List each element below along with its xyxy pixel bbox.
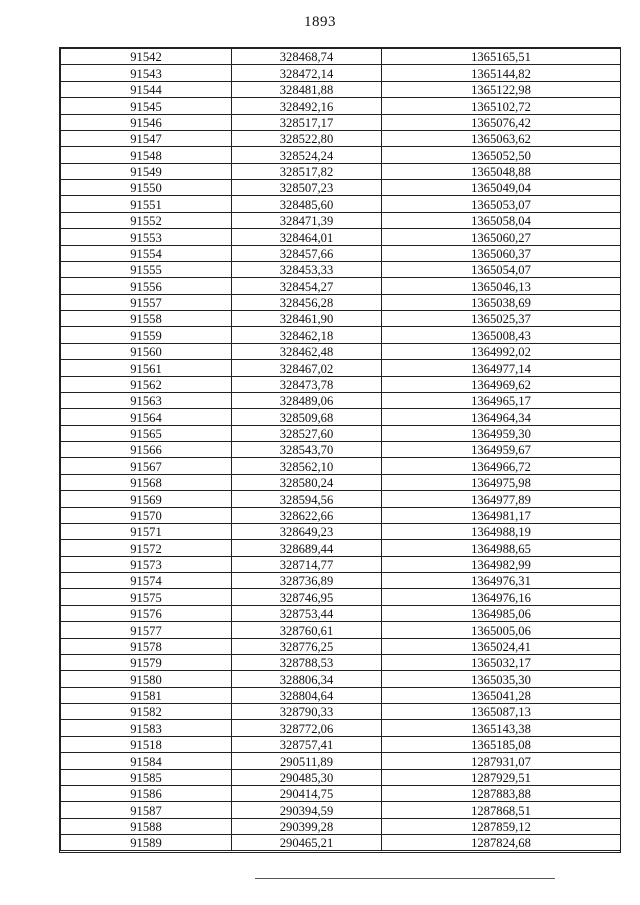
- table-row: [61, 65, 621, 81]
- table-row: [61, 278, 621, 294]
- y-coordinate-cell: 1364977,89: [382, 491, 621, 507]
- y-coordinate-cell: 1365058,04: [382, 212, 621, 228]
- table-row: [61, 458, 621, 474]
- y-coordinate-cell: 1365063,62: [382, 130, 621, 146]
- point-number-cell: 91585: [61, 769, 232, 785]
- table-row: [61, 343, 621, 359]
- table-row: [61, 212, 621, 228]
- y-coordinate-cell: 1365122,98: [382, 81, 621, 97]
- table-row: [61, 442, 621, 458]
- table-row: [61, 573, 621, 589]
- footer-rule: [255, 878, 555, 879]
- y-coordinate-cell: 1365165,51: [382, 49, 621, 65]
- table-row: [61, 720, 621, 736]
- point-number-cell: 91566: [61, 442, 232, 458]
- x-coordinate-cell: 328622,66: [232, 507, 382, 523]
- x-coordinate-cell: 328580,24: [232, 474, 382, 490]
- y-coordinate-cell: 1287931,07: [382, 753, 621, 769]
- table-row: [61, 671, 621, 687]
- table-row: [61, 589, 621, 605]
- y-coordinate-cell: 1364976,16: [382, 589, 621, 605]
- point-number-cell: 91576: [61, 605, 232, 621]
- table-row: [61, 605, 621, 621]
- x-coordinate-cell: 328492,16: [232, 98, 382, 114]
- point-number-cell: 91570: [61, 507, 232, 523]
- point-number-cell: 91577: [61, 622, 232, 638]
- y-coordinate-cell: 1365035,30: [382, 671, 621, 687]
- x-coordinate-cell: 328746,95: [232, 589, 382, 605]
- x-coordinate-cell: 328507,23: [232, 180, 382, 196]
- table-row: [61, 736, 621, 752]
- table-row: [61, 376, 621, 392]
- y-coordinate-cell: 1365053,07: [382, 196, 621, 212]
- x-coordinate-cell: 328489,06: [232, 392, 382, 408]
- x-coordinate-cell: 328689,44: [232, 540, 382, 556]
- x-coordinate-cell: 290485,30: [232, 769, 382, 785]
- y-coordinate-cell: 1364959,30: [382, 425, 621, 441]
- table-row: [61, 81, 621, 97]
- x-coordinate-cell: 328517,17: [232, 114, 382, 130]
- table-row: [61, 785, 621, 801]
- table-row: [61, 556, 621, 572]
- y-coordinate-cell: 1364969,62: [382, 376, 621, 392]
- page-number: 1893: [304, 14, 336, 30]
- y-coordinate-cell: 1365052,50: [382, 147, 621, 163]
- point-number-cell: 91546: [61, 114, 232, 130]
- table-row: [61, 753, 621, 769]
- y-coordinate-cell: 1365060,27: [382, 229, 621, 245]
- x-coordinate-cell: 328776,25: [232, 638, 382, 654]
- y-coordinate-cell: 1364981,17: [382, 507, 621, 523]
- table-row: [61, 687, 621, 703]
- table-row: [61, 180, 621, 196]
- point-number-cell: 91587: [61, 802, 232, 818]
- y-coordinate-cell: 1364976,31: [382, 573, 621, 589]
- y-coordinate-cell: 1365046,13: [382, 278, 621, 294]
- y-coordinate-cell: 1364982,99: [382, 556, 621, 572]
- x-coordinate-cell: 290465,21: [232, 835, 382, 851]
- y-coordinate-cell: 1287929,51: [382, 769, 621, 785]
- table-row: [61, 114, 621, 130]
- y-coordinate-cell: 1365048,88: [382, 163, 621, 179]
- y-coordinate-cell: 1364992,02: [382, 343, 621, 359]
- y-coordinate-cell: 1364988,19: [382, 523, 621, 539]
- table-row: [61, 704, 621, 720]
- table-row: [61, 638, 621, 654]
- x-coordinate-cell: 328464,01: [232, 229, 382, 245]
- x-coordinate-cell: 290511,89: [232, 753, 382, 769]
- y-coordinate-cell: 1365076,42: [382, 114, 621, 130]
- point-number-cell: 91518: [61, 736, 232, 752]
- table-row: [61, 130, 621, 146]
- table-row: [61, 474, 621, 490]
- table-row: [61, 802, 621, 818]
- x-coordinate-cell: 328806,34: [232, 671, 382, 687]
- point-number-cell: 91556: [61, 278, 232, 294]
- point-number-cell: 91571: [61, 523, 232, 539]
- x-coordinate-cell: 328467,02: [232, 360, 382, 376]
- x-coordinate-cell: 290394,59: [232, 802, 382, 818]
- x-coordinate-cell: 328454,27: [232, 278, 382, 294]
- table-row: [61, 818, 621, 834]
- point-number-cell: 91553: [61, 229, 232, 245]
- point-number-cell: 91572: [61, 540, 232, 556]
- y-coordinate-cell: 1365143,38: [382, 720, 621, 736]
- table-row: [61, 98, 621, 114]
- point-number-cell: 91584: [61, 753, 232, 769]
- point-number-cell: 91544: [61, 81, 232, 97]
- table-row: [61, 654, 621, 670]
- point-number-cell: 91580: [61, 671, 232, 687]
- y-coordinate-cell: 1364977,14: [382, 360, 621, 376]
- x-coordinate-cell: 290399,28: [232, 818, 382, 834]
- point-number-cell: 91554: [61, 245, 232, 261]
- y-coordinate-cell: 1365049,04: [382, 180, 621, 196]
- table-row: [61, 229, 621, 245]
- table-row: [61, 392, 621, 408]
- x-coordinate-cell: 328473,78: [232, 376, 382, 392]
- point-number-cell: 91581: [61, 687, 232, 703]
- x-coordinate-cell: 328753,44: [232, 605, 382, 621]
- x-coordinate-cell: 328461,90: [232, 311, 382, 327]
- y-coordinate-cell: 1365185,08: [382, 736, 621, 752]
- point-number-cell: 91545: [61, 98, 232, 114]
- table-row: [61, 163, 621, 179]
- x-coordinate-cell: 328468,74: [232, 49, 382, 65]
- x-coordinate-cell: 328760,61: [232, 622, 382, 638]
- x-coordinate-cell: 328736,89: [232, 573, 382, 589]
- point-number-cell: 91547: [61, 130, 232, 146]
- y-coordinate-cell: 1365041,28: [382, 687, 621, 703]
- table-row: [61, 245, 621, 261]
- x-coordinate-cell: 328543,70: [232, 442, 382, 458]
- x-coordinate-cell: 328790,33: [232, 704, 382, 720]
- point-number-cell: 91573: [61, 556, 232, 572]
- table-row: [61, 507, 621, 523]
- y-coordinate-cell: 1287859,12: [382, 818, 621, 834]
- table-row: [61, 622, 621, 638]
- table-row: [61, 196, 621, 212]
- point-number-cell: 91559: [61, 327, 232, 343]
- table-row: [61, 261, 621, 277]
- x-coordinate-cell: 328522,80: [232, 130, 382, 146]
- point-number-cell: 91549: [61, 163, 232, 179]
- y-coordinate-cell: 1365025,37: [382, 311, 621, 327]
- y-coordinate-cell: 1365054,07: [382, 261, 621, 277]
- x-coordinate-cell: 328757,41: [232, 736, 382, 752]
- point-number-cell: 91575: [61, 589, 232, 605]
- point-number-cell: 91568: [61, 474, 232, 490]
- y-coordinate-cell: 1365144,82: [382, 65, 621, 81]
- point-number-cell: 91548: [61, 147, 232, 163]
- y-coordinate-cell: 1364965,17: [382, 392, 621, 408]
- y-coordinate-cell: 1365024,41: [382, 638, 621, 654]
- point-number-cell: 91583: [61, 720, 232, 736]
- x-coordinate-cell: 328456,28: [232, 294, 382, 310]
- x-coordinate-cell: 328509,68: [232, 409, 382, 425]
- y-coordinate-cell: 1365032,17: [382, 654, 621, 670]
- x-coordinate-cell: 328714,77: [232, 556, 382, 572]
- y-coordinate-cell: 1365038,69: [382, 294, 621, 310]
- point-number-cell: 91578: [61, 638, 232, 654]
- point-number-cell: 91574: [61, 573, 232, 589]
- x-coordinate-cell: 328471,39: [232, 212, 382, 228]
- x-coordinate-cell: 328517,82: [232, 163, 382, 179]
- point-number-cell: 91569: [61, 491, 232, 507]
- point-number-cell: 91588: [61, 818, 232, 834]
- y-coordinate-cell: 1365087,13: [382, 704, 621, 720]
- point-number-cell: 91560: [61, 343, 232, 359]
- point-number-cell: 91582: [61, 704, 232, 720]
- x-coordinate-cell: 328594,56: [232, 491, 382, 507]
- y-coordinate-cell: 1365005,06: [382, 622, 621, 638]
- table-row: [61, 360, 621, 376]
- x-coordinate-cell: 328462,18: [232, 327, 382, 343]
- x-coordinate-cell: 328788,53: [232, 654, 382, 670]
- x-coordinate-cell: 328804,64: [232, 687, 382, 703]
- point-number-cell: 91555: [61, 261, 232, 277]
- table-row: [61, 294, 621, 310]
- y-coordinate-cell: 1365060,37: [382, 245, 621, 261]
- point-number-cell: 91543: [61, 65, 232, 81]
- point-number-cell: 91565: [61, 425, 232, 441]
- table-row: [61, 769, 621, 785]
- x-coordinate-cell: 328472,14: [232, 65, 382, 81]
- y-coordinate-cell: 1364959,67: [382, 442, 621, 458]
- coordinates-table: [60, 48, 621, 851]
- y-coordinate-cell: 1365102,72: [382, 98, 621, 114]
- y-coordinate-cell: 1287868,51: [382, 802, 621, 818]
- y-coordinate-cell: 1364988,65: [382, 540, 621, 556]
- y-coordinate-cell: 1287883,88: [382, 785, 621, 801]
- x-coordinate-cell: 328524,24: [232, 147, 382, 163]
- table-row: [61, 409, 621, 425]
- x-coordinate-cell: 328485,60: [232, 196, 382, 212]
- point-number-cell: 91579: [61, 654, 232, 670]
- table-row: [61, 49, 621, 65]
- coordinates-table-body: [61, 49, 621, 851]
- x-coordinate-cell: 328772,06: [232, 720, 382, 736]
- point-number-cell: 91551: [61, 196, 232, 212]
- point-number-cell: 91542: [61, 49, 232, 65]
- point-number-cell: 91557: [61, 294, 232, 310]
- table-row: [61, 835, 621, 851]
- point-number-cell: 91564: [61, 409, 232, 425]
- point-number-cell: 91561: [61, 360, 232, 376]
- x-coordinate-cell: 328649,23: [232, 523, 382, 539]
- table-row: [61, 523, 621, 539]
- point-number-cell: 91550: [61, 180, 232, 196]
- point-number-cell: 91563: [61, 392, 232, 408]
- table-row: [61, 311, 621, 327]
- point-number-cell: 91567: [61, 458, 232, 474]
- y-coordinate-cell: 1365008,43: [382, 327, 621, 343]
- y-coordinate-cell: 1364975,98: [382, 474, 621, 490]
- point-number-cell: 91562: [61, 376, 232, 392]
- y-coordinate-cell: 1364964,34: [382, 409, 621, 425]
- x-coordinate-cell: 328481,88: [232, 81, 382, 97]
- y-coordinate-cell: 1364985,06: [382, 605, 621, 621]
- y-coordinate-cell: 1364966,72: [382, 458, 621, 474]
- x-coordinate-cell: 290414,75: [232, 785, 382, 801]
- x-coordinate-cell: 328457,66: [232, 245, 382, 261]
- x-coordinate-cell: 328453,33: [232, 261, 382, 277]
- y-coordinate-cell: 1287824,68: [382, 835, 621, 851]
- table-row: [61, 425, 621, 441]
- table-row: [61, 147, 621, 163]
- x-coordinate-cell: 328527,60: [232, 425, 382, 441]
- x-coordinate-cell: 328462,48: [232, 343, 382, 359]
- point-number-cell: 91558: [61, 311, 232, 327]
- point-number-cell: 91586: [61, 785, 232, 801]
- table-row: [61, 491, 621, 507]
- table-row: [61, 327, 621, 343]
- table-row: [61, 540, 621, 556]
- point-number-cell: 91552: [61, 212, 232, 228]
- point-number-cell: 91589: [61, 835, 232, 851]
- x-coordinate-cell: 328562,10: [232, 458, 382, 474]
